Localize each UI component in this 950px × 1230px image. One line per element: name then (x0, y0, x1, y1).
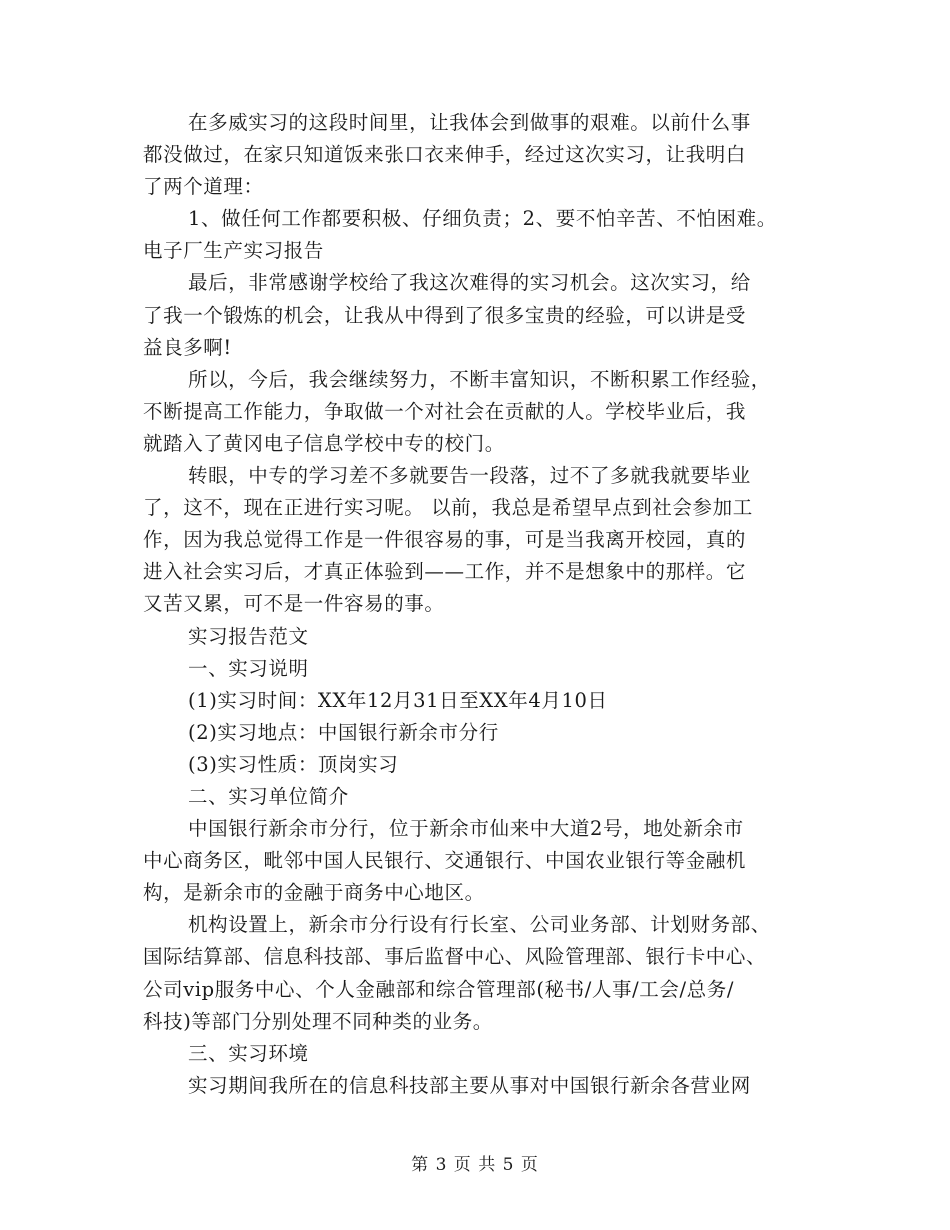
text-line: 三、实习环境 (188, 1041, 309, 1065)
text-line: (3)实习性质：顶岗实习 (188, 752, 399, 776)
text-line: 实习报告范文 (188, 624, 309, 648)
text-line: 进入社会实习后，才真正体验到——工作，并不是想象中的那样。它 (143, 560, 747, 584)
page-footer (0, 1150, 950, 1175)
text-line: 不断提高工作能力，争取做一个对社会在贡献的人。学校毕业后，我 (143, 399, 747, 423)
text-line: 国际结算部、信息科技部、事后监督中心、风险管理部、银行卡中心、 (143, 945, 767, 969)
text-line: 就踏入了黄冈电子信息学校中专的校门。 (143, 431, 505, 455)
text-line: 一、实习说明 (188, 656, 309, 680)
document-body (143, 107, 811, 1102)
text-line: 构，是新余市的金融于商务中心地区。 (143, 881, 485, 905)
text-line: 机构设置上，新余市分行设有行长室、公司业务部、计划财务部、 (188, 913, 771, 937)
text-line: 中国银行新余市分行，位于新余市仙来中大道2号，地处新余市 (188, 817, 744, 841)
text-line: 了我一个锻炼的机会，让我从中得到了很多宝贵的经验，可以讲是受 (143, 303, 747, 327)
text-line: 公司vip服务中心、个人金融部和综合管理部(秘书/人事/工会/总务/ (143, 977, 735, 1001)
text-line: 实习期间我所在的信息科技部主要从事对中国银行新余各营业网 (188, 1073, 751, 1097)
text-line: 中心商务区，毗邻中国人民银行、交通银行、中国农业银行等金融机 (143, 849, 747, 873)
text-line: (1)实习时间：XX年12月31日至XX年4月10日 (188, 688, 608, 712)
text-line: 了两个道理： (143, 175, 264, 199)
text-line: 1、做任何工作都要积极、仔细负责；2、要不怕辛苦、不怕困难。 (188, 207, 777, 231)
text-line: 都没做过，在家只知道饭来张口衣来伸手，经过这次实习，让我明白 (143, 143, 747, 167)
text-line: 所以，今后，我会继续努力，不断丰富知识，不断积累工作经验， (188, 367, 771, 391)
text-line: 科技)等部门分别处理不同种类的业务。 (143, 1009, 493, 1033)
text-line: 最后，非常感谢学校给了我这次难得的实习机会。这次实习，给 (188, 271, 751, 295)
text-line: 又苦又累，可不是一件容易的事。 (143, 592, 445, 616)
text-line: 在多威实习的这段时间里，让我体会到做事的艰难。以前什么事 (188, 111, 751, 134)
text-line: 二、实习单位简介 (188, 784, 349, 808)
text-line: 益良多啊! (143, 335, 232, 359)
text-line: 转眼，中专的学习差不多就要告一段落，过不了多就我就要毕业 (188, 464, 751, 488)
text-line: 作，因为我总觉得工作是一件很容易的事，可是当我离开校园，真的 (143, 528, 747, 552)
page-number-label: 第 3 页 共 5 页 (411, 1155, 539, 1175)
text-line: (2)实习地点：中国银行新余市分行 (188, 720, 499, 744)
text-line: 电子厂生产实习报告 (143, 239, 324, 263)
text-line: 了，这不，现在正进行实习呢。 以前，我总是希望早点到社会参加工 (143, 496, 753, 520)
